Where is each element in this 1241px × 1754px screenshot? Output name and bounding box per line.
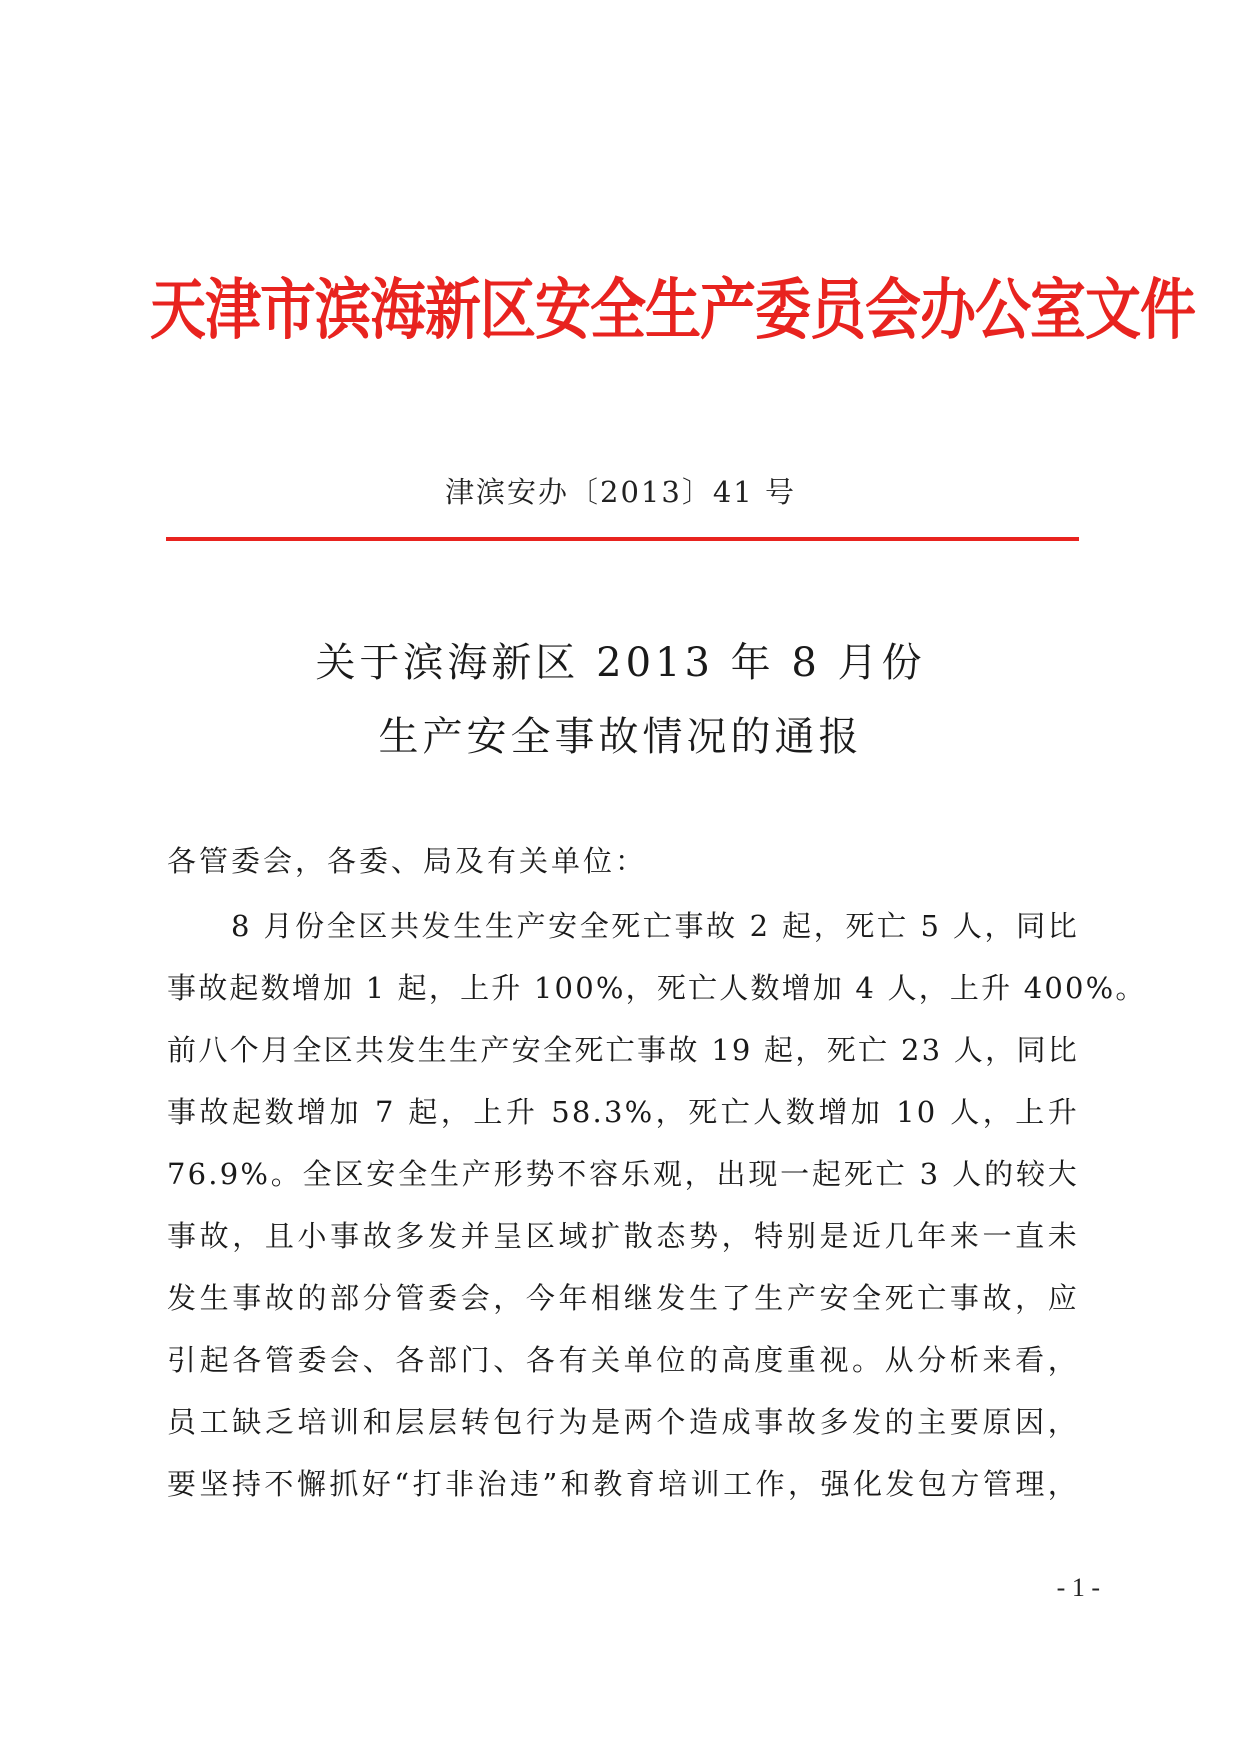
body-paragraph xyxy=(167,895,1147,1515)
notice-title-line-1: 关于滨海新区 2013 年 8 月份 xyxy=(315,640,926,686)
body-line: 76.9%。全区安全生产形势不容乐观，出现一起死亡 3 人的较大 xyxy=(167,1157,1079,1191)
body-line: 引起各管委会、各部门、各有关单位的高度重视。从分析来看， xyxy=(167,1343,1079,1377)
page-number: - 1 - xyxy=(1056,1573,1100,1602)
notice-title xyxy=(0,626,1241,774)
body-line: 要坚持不懈抓好“打非治违”和教育培训工作，强化发包方管理， xyxy=(167,1467,1079,1501)
body-line: 发生事故的部分管委会，今年相继发生了生产安全死亡事故，应 xyxy=(167,1281,1079,1315)
body-line: 前八个月全区共发生生产安全死亡事故 19 起，死亡 23 人，同比 xyxy=(167,1033,1079,1067)
salutation: 各管委会，各委、局及有关单位： xyxy=(167,844,648,878)
body-line: 事故起数增加 7 起，上升 58.3%，死亡人数增加 10 人，上升 xyxy=(167,1095,1079,1129)
notice-title-line-2: 生产安全事故情况的通报 xyxy=(378,714,863,760)
body-line: 事故起数增加 1 起，上升 100%，死亡人数增加 4 人，上升 400%。 xyxy=(167,971,1147,1005)
document-number: 津滨安办〔2013〕41 号 xyxy=(445,475,796,509)
issuing-office-header: 天津市滨海新区安全生产委员会办公室文件 xyxy=(150,271,1195,349)
body-line: 8 月份全区共发生生产安全死亡事故 2 起，死亡 5 人，同比 xyxy=(231,909,1079,943)
red-divider-line xyxy=(166,537,1079,541)
body-line: 事故，且小事故多发并呈区域扩散态势，特别是近几年来一直未 xyxy=(167,1219,1079,1253)
body-line: 员工缺乏培训和层层转包行为是两个造成事故多发的主要原因， xyxy=(167,1405,1079,1439)
